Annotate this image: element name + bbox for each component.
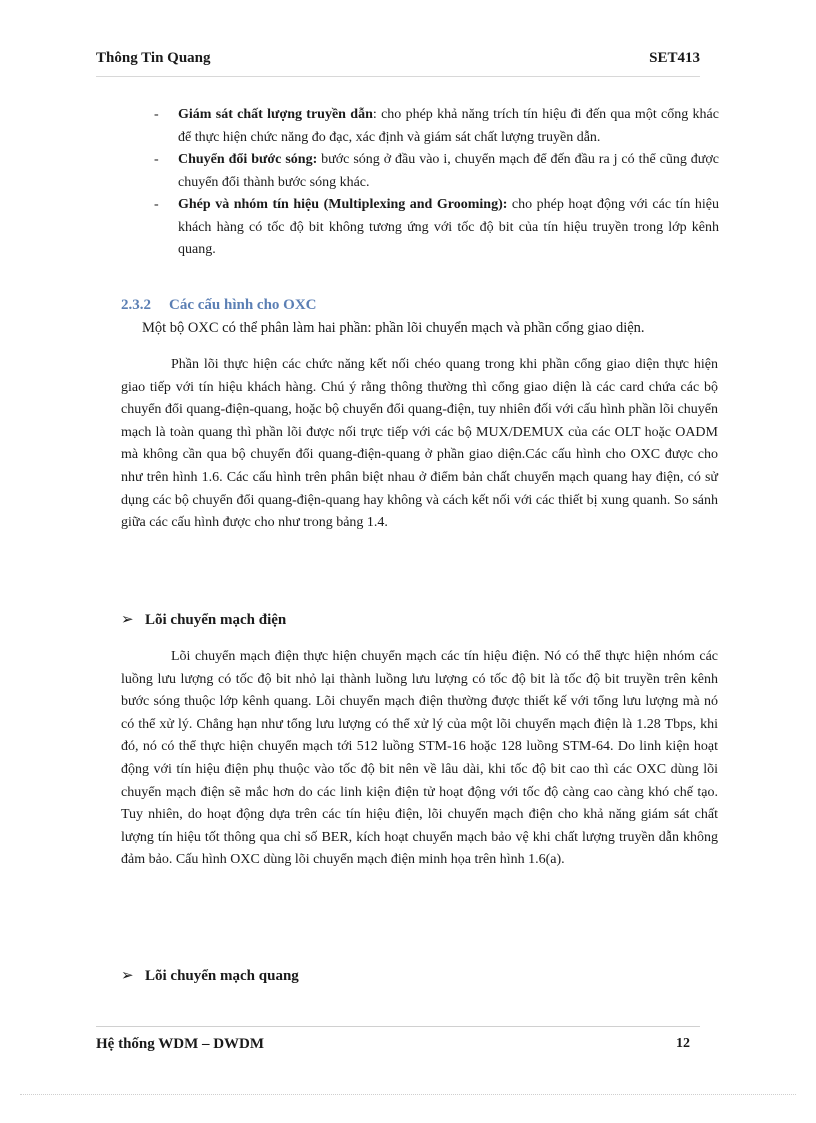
page-edge <box>20 1094 796 1095</box>
paragraph-text: Phần lõi thực hiện các chức năng kết nối chéo quang trong khi phần cổng giao diện thực hiện giao tiếp với tín hiệu khách hàng. Chú ý rằng thông thường thì cổng giao diện là các card chứa các bộ chuyển đổi quang-điện-quang, hoặc bộ chuyển đổi quang-điện, tuy nhiên đối với cấu hình phần lõi chuyển mạch là toàn quang thì phần lõi được nối trực tiếp với các bộ MUX/DEMUX của các OLT hoặc OADM mà không cần qua bộ chuyển đổi quang-điện-quang ở phần giao diện.Các cấu hình cho OXC được cho như trên hình 1.6. Các cấu hình trên phân biệt nhau ở điểm bản chất chuyển mạch quang hay điện, có sử dụng các bộ chuyển đổi quang-điện-quang hay không và cách kết nối với các thiết bị xung quanh. So sánh giữa các cấu hình được cho như trong bảng 1.4. <box>121 357 718 531</box>
bullet-text: cho phép hoạt động với các tín hiệu khách hàng có tốc độ bit không tương ứng với tốc độ bit của tín hiệu truyền trong lớp kênh quang. <box>178 197 719 257</box>
section-heading <box>121 297 317 314</box>
section-number: 2.3.2 <box>121 297 151 313</box>
page-number: 12 <box>676 1036 690 1051</box>
subheading-text: Lõi chuyển mạch quang <box>145 968 299 984</box>
bullet-term: Chuyển đổi bước sóng: <box>178 152 318 167</box>
dash-icon: - <box>154 152 159 167</box>
arrow-right-icon: ➢ <box>121 968 134 984</box>
bullet-text: : cho phép khả năng trích tín hiệu đi đến qua một cổng khác để thực hiện chức năng đo đạc, xác định và giám sát chất lượng truyền dẫn. <box>178 107 719 145</box>
page-header <box>96 50 700 72</box>
dash-icon: - <box>154 197 159 212</box>
subheading <box>121 610 286 629</box>
arrow-right-icon: ➢ <box>121 612 134 628</box>
header-divider <box>96 76 700 77</box>
header-title: Thông Tin Quang <box>96 50 211 66</box>
list-item <box>154 194 719 262</box>
list-item <box>154 104 719 149</box>
footer-title: Hệ thống WDM – DWDM <box>96 1036 265 1052</box>
section-title: Các cấu hình cho OXC <box>169 297 317 313</box>
paragraph-text: Lõi chuyển mạch điện thực hiện chuyển mạch các tín hiệu điện. Nó có thể thực hiện nhóm các luồng lưu lượng có tốc độ bit nhỏ lại thành luồng lưu lượng có tốc độ bit là tốc độ bit truyền trên kênh bước sóng thuộc lớp kênh quang. Lõi chuyển mạch điện thường được thiết kế với tổng lưu lượng mà nó có thể xử lý. Chẳng hạn như tổng lưu lượng có thể xử lý của một lõi chuyển mạch điện là 1.28 Tbps, khi đó, nó có thể thực hiện chuyển mạch tới 512 luồng STM-16 hoặc 128 luồng STM-64. Do linh kiện hoạt động với tín hiệu điện phụ thuộc vào tốc độ bit nên về lâu dài, khi tốc độ bit cao thì các OXC dùng lõi chuyển mạch điện sẽ mắc hơn do các linh kiện điện tử hoạt động với tốc độ càng cao càng khó chế tạo. Tuy nhiên, do hoạt động dựa trên các tín hiệu điện, lõi chuyển mạch điện cho khả năng giám sát chất lượng tín hiệu tốt thông qua chỉ số BER, kích hoạt chuyển mạch bảo vệ khi chất lượng truyền dẫn không đảm bảo. Cấu hình OXC dùng lõi chuyển mạch điện minh họa trên hình 1.6(a). <box>121 649 718 868</box>
bullet-list <box>154 104 719 262</box>
subheading <box>121 966 299 985</box>
list-item <box>154 149 719 194</box>
paragraph <box>121 646 718 872</box>
subheading-text: Lõi chuyển mạch điện <box>145 612 287 628</box>
dash-icon: - <box>154 107 159 122</box>
header-code: SET413 <box>649 50 700 66</box>
footer-divider <box>96 1026 700 1027</box>
paragraph <box>121 354 718 535</box>
bullet-text: bước sóng ở đầu vào i, chuyển mạch để đến đầu ra j có thể cũng được chuyển đổi thành bước sóng khác. <box>178 152 719 190</box>
bullet-term: Ghép và nhóm tín hiệu (Multiplexing and Grooming): <box>178 197 508 212</box>
bullet-term: Giám sát chất lượng truyền dẫn <box>178 107 373 122</box>
intro-paragraph: Một bộ OXC có thể phân làm hai phần: phần lõi chuyển mạch và phần cổng giao diện. <box>142 320 645 336</box>
